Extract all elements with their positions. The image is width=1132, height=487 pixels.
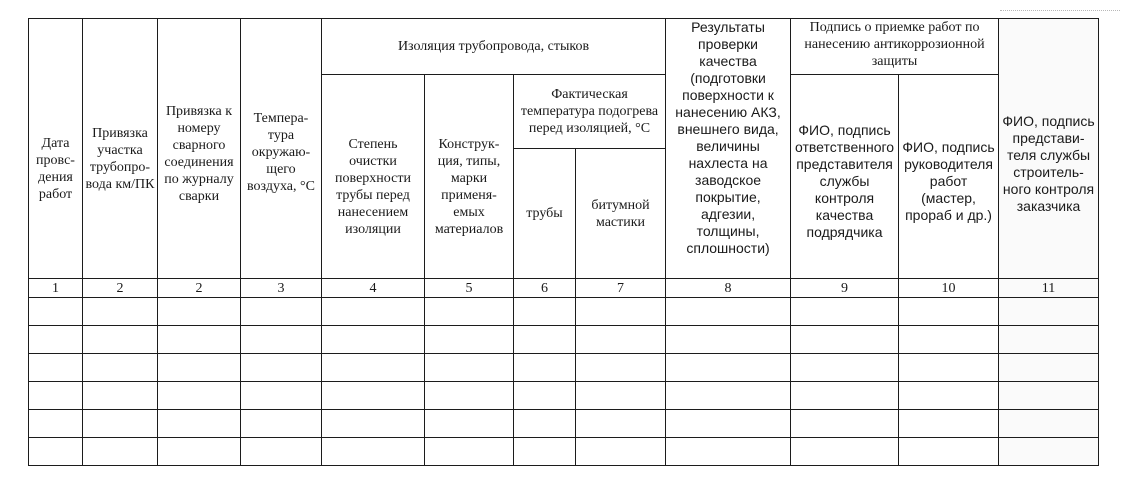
table-cell[interactable]	[322, 354, 425, 382]
table-row	[29, 382, 1099, 410]
column-number: 8	[666, 279, 791, 298]
table-cell[interactable]	[514, 410, 576, 438]
column-number: 2	[158, 279, 241, 298]
table-cell[interactable]	[899, 354, 999, 382]
table-cell[interactable]	[514, 326, 576, 354]
table-cell[interactable]	[666, 298, 791, 326]
header-group-signature: Подпись о приемке работ по нанесению антикоррозионной защиты	[791, 19, 999, 75]
table-cell[interactable]	[241, 410, 322, 438]
table-cell[interactable]	[29, 326, 83, 354]
table-cell[interactable]	[322, 382, 425, 410]
table-cell[interactable]	[666, 382, 791, 410]
table-cell[interactable]	[158, 382, 241, 410]
table-cell[interactable]	[999, 326, 1099, 354]
header-weld-binding: Привязка к номеру сварного соединения по журналу сварки	[158, 19, 241, 279]
table-cell[interactable]	[576, 438, 666, 466]
table-row	[29, 438, 1099, 466]
table-cell[interactable]	[791, 354, 899, 382]
table-cell[interactable]	[322, 298, 425, 326]
column-number: 1	[29, 279, 83, 298]
header-pipe-temperature: трубы	[514, 149, 576, 279]
table-cell[interactable]	[791, 326, 899, 354]
table-cell[interactable]	[899, 410, 999, 438]
table-cell[interactable]	[241, 298, 322, 326]
table-cell[interactable]	[241, 326, 322, 354]
table-row	[29, 410, 1099, 438]
table-cell[interactable]	[83, 326, 158, 354]
table-cell[interactable]	[999, 438, 1099, 466]
header-group-temperature: Фактическая температура подогрева перед изоляцией, °С	[514, 75, 666, 149]
table-cell[interactable]	[241, 382, 322, 410]
table-cell[interactable]	[666, 438, 791, 466]
column-number: 6	[514, 279, 576, 298]
table-cell[interactable]	[899, 326, 999, 354]
table-cell[interactable]	[425, 438, 514, 466]
table-row	[29, 354, 1099, 382]
table-cell[interactable]	[666, 354, 791, 382]
header-group-insulation: Изоляция трубопровода, стыков	[322, 19, 666, 75]
table-cell[interactable]	[158, 326, 241, 354]
table-row	[29, 298, 1099, 326]
table-cell[interactable]	[83, 298, 158, 326]
header-mastic-temperature: битумной мастики	[576, 149, 666, 279]
table-cell[interactable]	[514, 354, 576, 382]
table-cell[interactable]	[425, 382, 514, 410]
header-contractor-qc: ФИО, подпись ответственного представителя службы контроля качества подрядчика	[791, 75, 899, 279]
table-cell[interactable]	[576, 410, 666, 438]
table-cell[interactable]	[514, 298, 576, 326]
table-cell[interactable]	[29, 410, 83, 438]
header-surface-cleaning: Степень очистки поверхности трубы перед нанесением изоляции	[322, 75, 425, 279]
column-number: 7	[576, 279, 666, 298]
table-cell[interactable]	[899, 438, 999, 466]
table-cell[interactable]	[791, 438, 899, 466]
table-cell[interactable]	[425, 354, 514, 382]
table-cell[interactable]	[576, 326, 666, 354]
table-cell[interactable]	[29, 354, 83, 382]
table-cell[interactable]	[29, 382, 83, 410]
header-air-temperature: Темпера-тура окружаю-щего воздуха, °С	[241, 19, 322, 279]
header-work-manager: ФИО, подпись руководителя работ (мастер, прораб и др.)	[899, 75, 999, 279]
table-cell[interactable]	[576, 354, 666, 382]
page-edge-dotted-line	[1000, 10, 1120, 11]
column-number: 4	[322, 279, 425, 298]
table-cell[interactable]	[791, 410, 899, 438]
header-date: Дата провс-дения работ	[29, 19, 83, 279]
column-number: 3	[241, 279, 322, 298]
table-cell[interactable]	[999, 354, 1099, 382]
header-customer-control: ФИО, подпись представи-теля службы строитель-ного контроля заказчика	[999, 19, 1099, 279]
table-cell[interactable]	[514, 382, 576, 410]
table-cell[interactable]	[666, 326, 791, 354]
table-cell[interactable]	[322, 410, 425, 438]
table-cell[interactable]	[83, 382, 158, 410]
table-cell[interactable]	[999, 410, 1099, 438]
table-cell[interactable]	[322, 438, 425, 466]
insulation-journal-table	[28, 18, 1099, 466]
table-cell[interactable]	[29, 438, 83, 466]
table-cell[interactable]	[158, 410, 241, 438]
column-number: 10	[899, 279, 999, 298]
column-numbers-row	[29, 279, 1099, 298]
table-cell[interactable]	[576, 298, 666, 326]
header-construction-materials: Конструк-ция, типы, марки применя-емых материалов	[425, 75, 514, 279]
table-cell[interactable]	[514, 438, 576, 466]
column-number: 5	[425, 279, 514, 298]
header-section-binding: Привязка участка трубопро-вода км/ПК	[83, 19, 158, 279]
table-cell[interactable]	[999, 382, 1099, 410]
table-cell[interactable]	[666, 410, 791, 438]
table-cell[interactable]	[791, 298, 899, 326]
table-cell[interactable]	[83, 438, 158, 466]
table-cell[interactable]	[241, 354, 322, 382]
table-cell[interactable]	[425, 298, 514, 326]
table-row	[29, 326, 1099, 354]
table-cell[interactable]	[425, 326, 514, 354]
table-cell[interactable]	[899, 382, 999, 410]
table-cell[interactable]	[29, 298, 83, 326]
table-cell[interactable]	[158, 354, 241, 382]
column-number: 11	[999, 279, 1099, 298]
table-cell[interactable]	[241, 438, 322, 466]
table-cell[interactable]	[999, 298, 1099, 326]
table-cell[interactable]	[83, 410, 158, 438]
table-cell[interactable]	[791, 382, 899, 410]
table-cell[interactable]	[158, 298, 241, 326]
table-cell[interactable]	[899, 298, 999, 326]
table-cell[interactable]	[83, 354, 158, 382]
table-cell[interactable]	[576, 382, 666, 410]
table-cell[interactable]	[425, 410, 514, 438]
column-number: 9	[791, 279, 899, 298]
table-cell[interactable]	[158, 438, 241, 466]
column-number: 2	[83, 279, 158, 298]
table-cell[interactable]	[322, 326, 425, 354]
header-quality-results: Результаты проверки качества (подготовки поверхности к нанесению АКЗ, внешнего вида, величины нахлеста на заводское покрытие, адгезии, толщины, сплошности)	[666, 19, 791, 279]
